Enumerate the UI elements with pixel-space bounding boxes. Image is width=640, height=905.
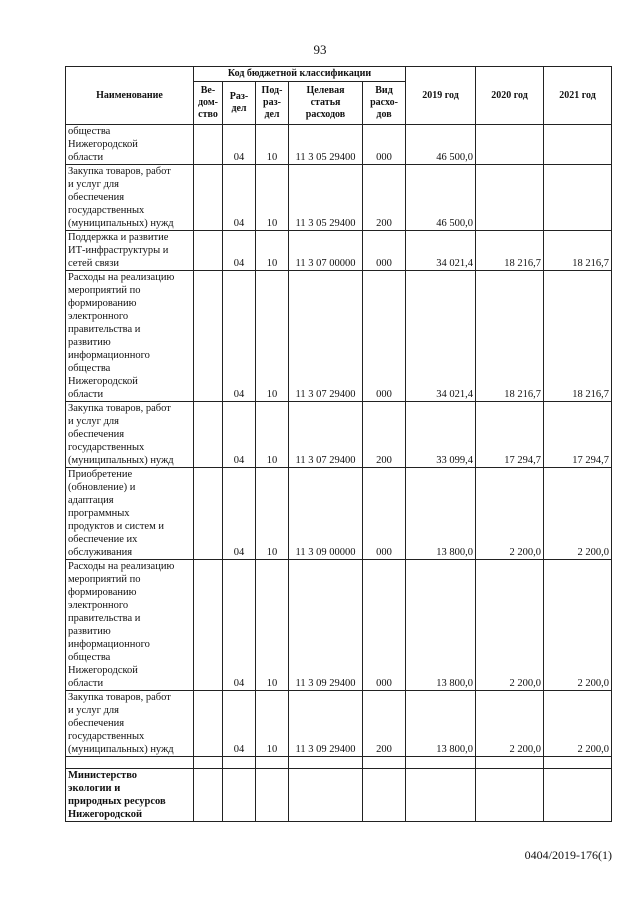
- row-target: 11 3 09 00000: [289, 468, 363, 560]
- row-2019: 34 021,4: [406, 271, 476, 402]
- row-target: 11 3 07 29400: [289, 271, 363, 402]
- header-name: Наименование: [66, 67, 194, 125]
- row-2020: 18 216,7: [476, 271, 544, 402]
- row-vid: 200: [363, 691, 406, 757]
- row-ved: [194, 125, 223, 165]
- row-ved: [194, 231, 223, 271]
- row-ved: [194, 271, 223, 402]
- row-2021: 17 294,7: [544, 402, 612, 468]
- table-row: [66, 125, 612, 165]
- row-razdel: 04: [223, 125, 256, 165]
- row-name: Приобретение (обновление) и адаптация программных продуктов и систем и обеспечение их обслуживания: [66, 468, 194, 560]
- row-2021: [544, 125, 612, 165]
- page-number: 93: [313, 42, 327, 57]
- row-2020: [476, 125, 544, 165]
- row-target: 11 3 05 29400: [289, 125, 363, 165]
- row-2019: 46 500,0: [406, 165, 476, 231]
- row-2019: 33 099,4: [406, 402, 476, 468]
- row-podrazdel: 10: [256, 560, 289, 691]
- row-vid: 000: [363, 271, 406, 402]
- table-row: [66, 468, 612, 560]
- row-2020: [476, 165, 544, 231]
- row-razdel: 04: [223, 231, 256, 271]
- row-razdel: 04: [223, 560, 256, 691]
- row-2020: 2 200,0: [476, 468, 544, 560]
- header-vedomstvo: Ве- дом- ство: [194, 82, 223, 125]
- row-ved: [194, 560, 223, 691]
- row-podrazdel: 10: [256, 468, 289, 560]
- table-row: [66, 271, 612, 402]
- row-podrazdel: 10: [256, 231, 289, 271]
- table-row: [66, 165, 612, 231]
- table-row: [66, 691, 612, 757]
- row-razdel: 04: [223, 271, 256, 402]
- row-razdel: 04: [223, 402, 256, 468]
- header-razdel: Раз- дел: [223, 82, 256, 125]
- row-vid: 000: [363, 231, 406, 271]
- table-row: [66, 560, 612, 691]
- row-2021: 2 200,0: [544, 560, 612, 691]
- row-2020: 2 200,0: [476, 560, 544, 691]
- row-2021: 18 216,7: [544, 271, 612, 402]
- row-2019: 13 800,0: [406, 691, 476, 757]
- row-name: общества Нижегородской области: [66, 125, 194, 165]
- header-podrazdel: Под- раз- дел: [256, 82, 289, 125]
- spacer-row: [66, 757, 612, 769]
- table-row: [66, 402, 612, 468]
- row-2021: 2 200,0: [544, 468, 612, 560]
- row-podrazdel: 10: [256, 125, 289, 165]
- header-row-group: [66, 67, 612, 82]
- row-razdel: 04: [223, 468, 256, 560]
- row-target: 11 3 05 29400: [289, 165, 363, 231]
- row-target: 11 3 07 29400: [289, 402, 363, 468]
- header-2021: 2021 год: [544, 67, 612, 125]
- ministry-row: [66, 769, 612, 822]
- row-2021: [544, 165, 612, 231]
- row-ved: [194, 691, 223, 757]
- row-2019: 46 500,0: [406, 125, 476, 165]
- ministry-name: Министерство экологии и природных ресурсов Нижегородской: [66, 769, 194, 822]
- row-name: Закупка товаров, работ и услуг для обеспечения государственных (муниципальных) нужд: [66, 165, 194, 231]
- row-2020: 17 294,7: [476, 402, 544, 468]
- budget-table: [65, 66, 612, 822]
- row-target: 11 3 09 29400: [289, 691, 363, 757]
- row-podrazdel: 10: [256, 271, 289, 402]
- row-vid: 000: [363, 468, 406, 560]
- row-name: Поддержка и развитие ИТ-инфраструктуры и сетей связи: [66, 231, 194, 271]
- row-razdel: 04: [223, 691, 256, 757]
- document-code: 0404/2019-176(1): [524, 848, 612, 862]
- row-2021: 18 216,7: [544, 231, 612, 271]
- header-target: Целевая статья расходов: [289, 82, 363, 125]
- row-2019: 34 021,4: [406, 231, 476, 271]
- row-2019: 13 800,0: [406, 468, 476, 560]
- row-vid: 000: [363, 560, 406, 691]
- row-target: 11 3 09 29400: [289, 560, 363, 691]
- row-razdel: 04: [223, 165, 256, 231]
- row-podrazdel: 10: [256, 402, 289, 468]
- row-ved: [194, 402, 223, 468]
- row-name: Расходы на реализацию мероприятий по формированию электронного правительства и развитию информационного общества Нижегородской области: [66, 560, 194, 691]
- table-row: [66, 231, 612, 271]
- header-2019: 2019 год: [406, 67, 476, 125]
- row-name: Расходы на реализацию мероприятий по формированию электронного правительства и развитию информационного общества Нижегородской области: [66, 271, 194, 402]
- row-vid: 200: [363, 402, 406, 468]
- row-name: Закупка товаров, работ и услуг для обеспечения государственных (муниципальных) нужд: [66, 691, 194, 757]
- row-target: 11 3 07 00000: [289, 231, 363, 271]
- header-2020: 2020 год: [476, 67, 544, 125]
- row-name: Закупка товаров, работ и услуг для обеспечения государственных (муниципальных) нужд: [66, 402, 194, 468]
- row-podrazdel: 10: [256, 165, 289, 231]
- header-vid: Вид расхо- дов: [363, 82, 406, 125]
- row-vid: 000: [363, 125, 406, 165]
- header-classification-group: Код бюджетной классификации: [194, 67, 406, 82]
- row-2020: 18 216,7: [476, 231, 544, 271]
- row-ved: [194, 468, 223, 560]
- row-vid: 200: [363, 165, 406, 231]
- row-ved: [194, 165, 223, 231]
- row-2020: 2 200,0: [476, 691, 544, 757]
- row-2019: 13 800,0: [406, 560, 476, 691]
- row-2021: 2 200,0: [544, 691, 612, 757]
- row-podrazdel: 10: [256, 691, 289, 757]
